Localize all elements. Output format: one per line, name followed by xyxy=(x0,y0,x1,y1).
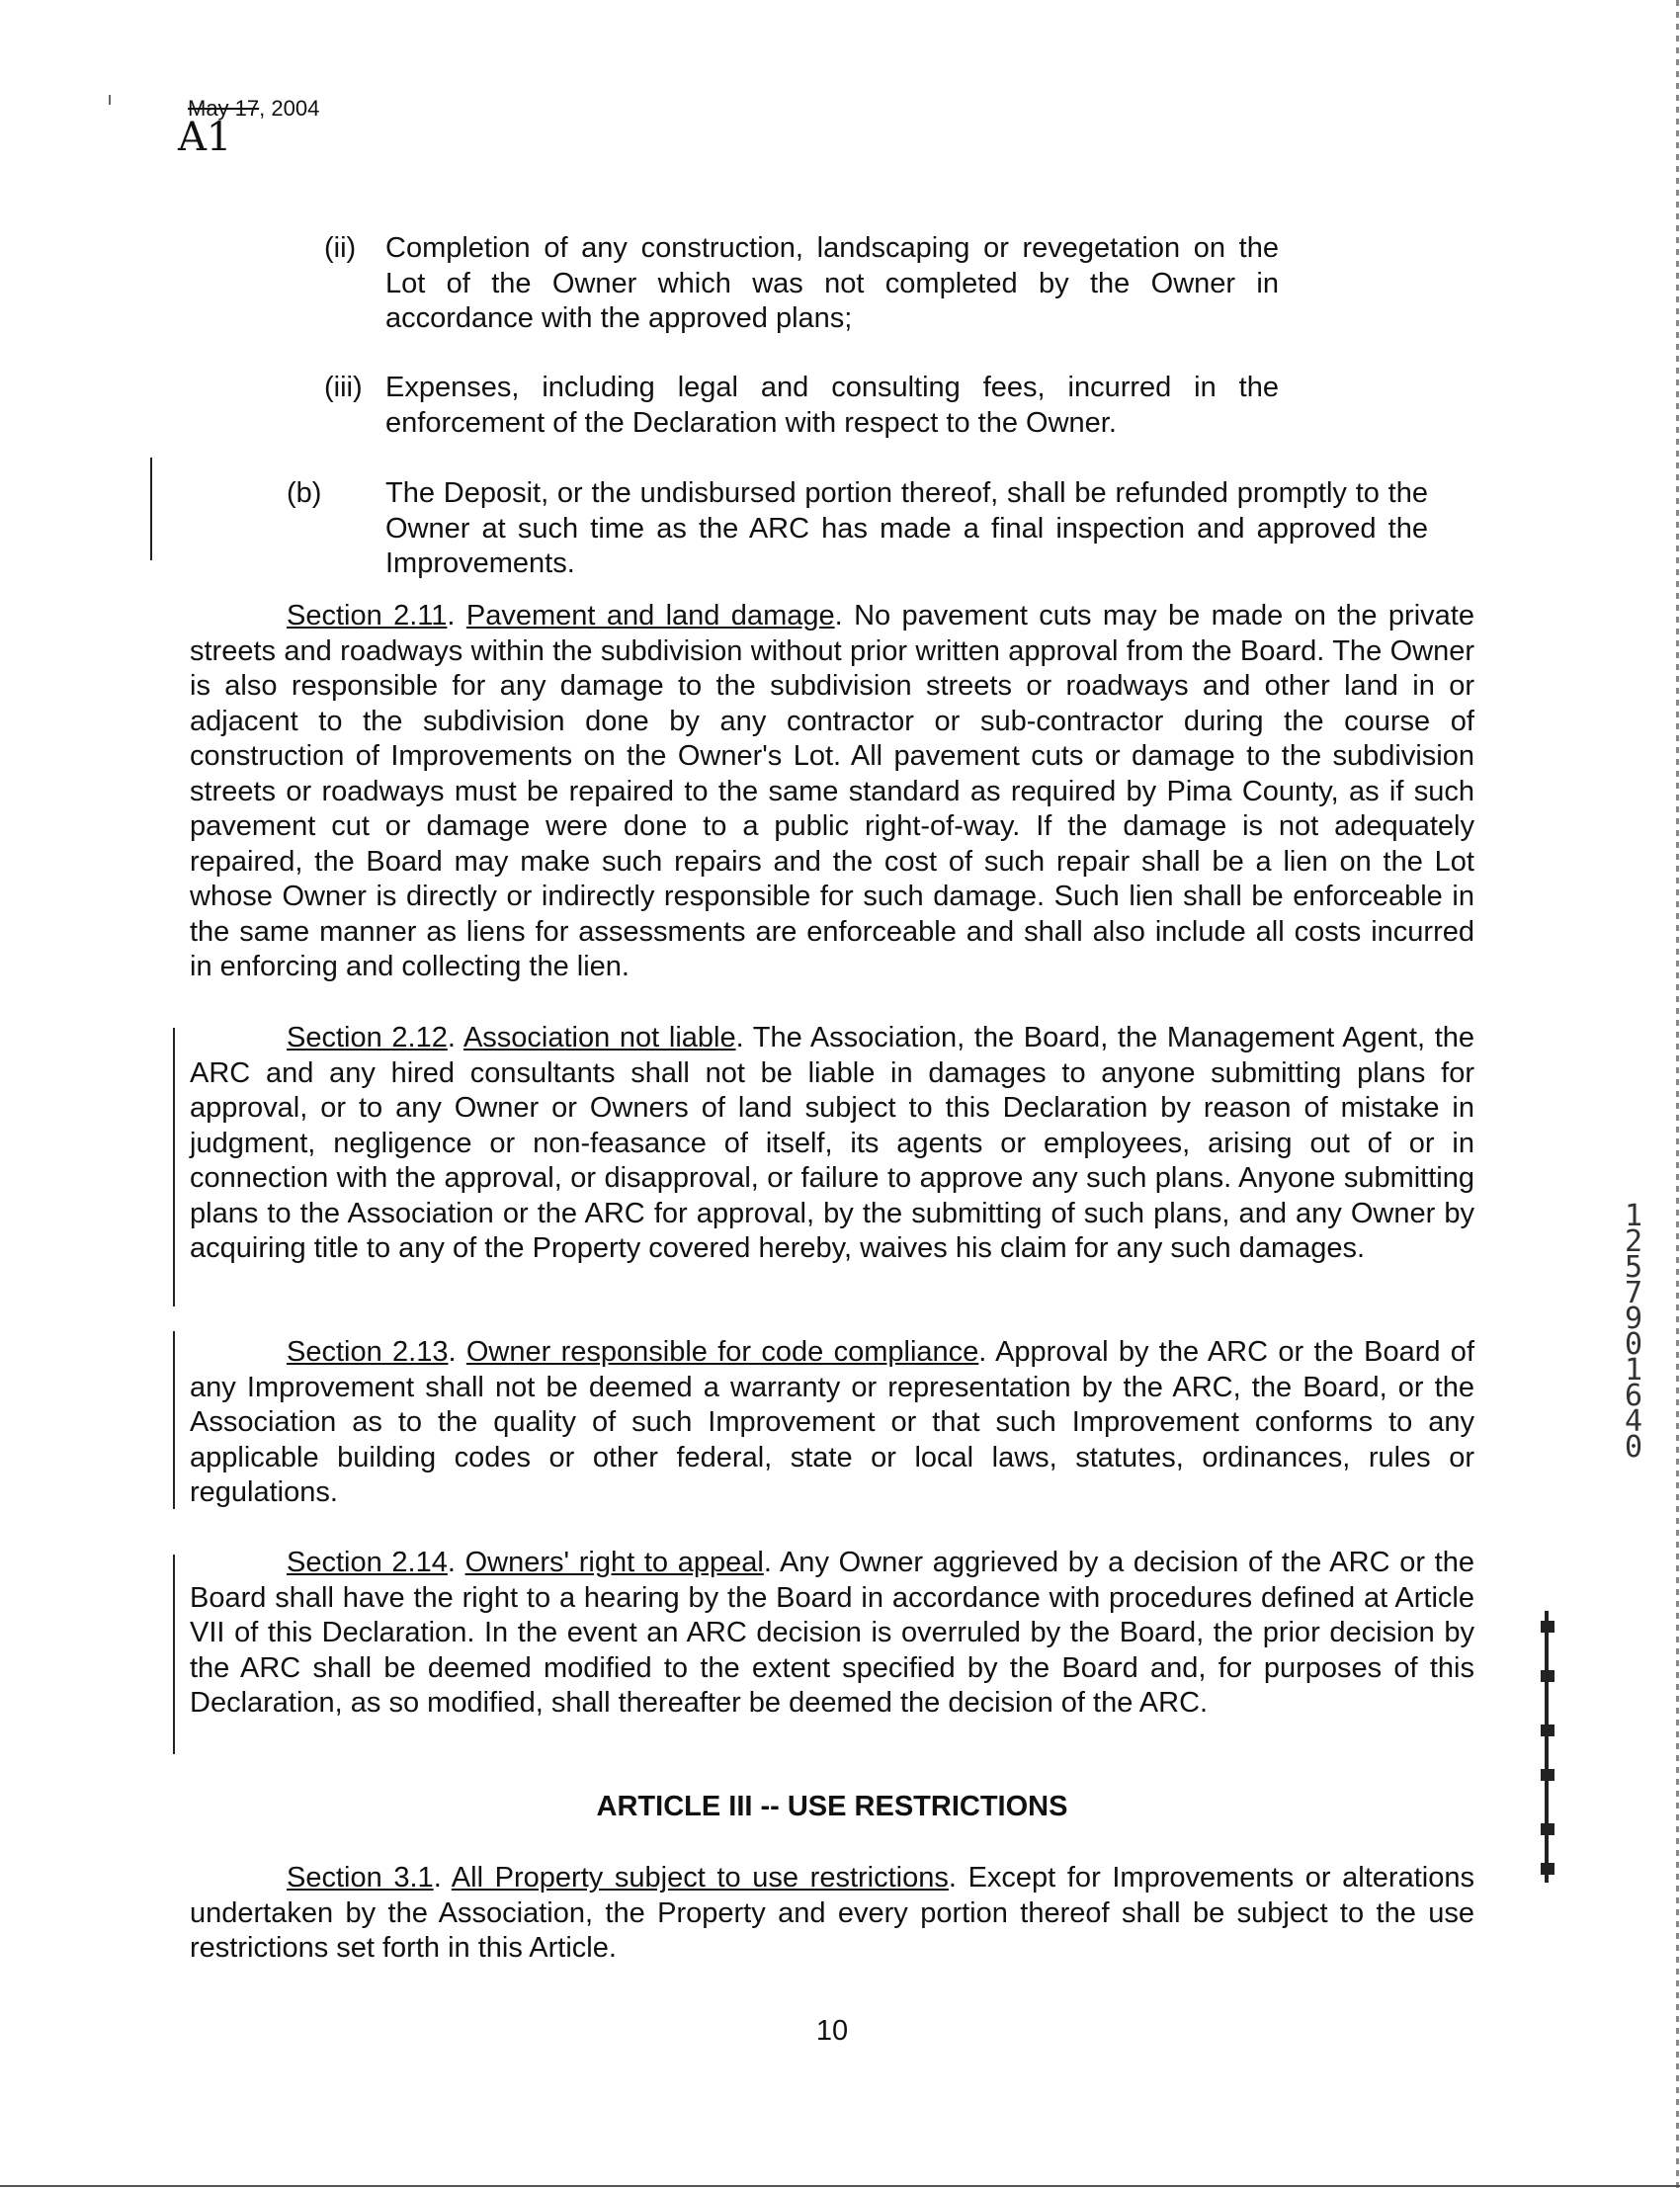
recording-number xyxy=(1619,1199,1648,1465)
scan-stamp xyxy=(1545,1611,1560,1883)
list-item-label: (b) xyxy=(287,477,322,509)
section-number: Section 3.1 xyxy=(287,1862,434,1893)
revision-bar xyxy=(173,1331,175,1509)
revision-bar xyxy=(173,1028,175,1306)
page-number: 10 xyxy=(815,2015,849,2047)
scan-stamp-mark xyxy=(1541,1725,1554,1736)
list-item-text: Completion of any construction, landscaping or revegetation on the Lot of the Owner which was not completed by the Owner in accordance with the approved plans; xyxy=(385,232,1279,334)
section-text: Approval by the ARC or the Board of any Improvement shall not be deemed a warranty or representation by the ARC, the Board, or the Association as to the quality of such Improvement or that such Improvement conforms to any applicable building codes or other federal, state or local laws, statutes, ordinances, rules or regulations. xyxy=(190,1336,1474,1508)
section-title: Association not liable xyxy=(462,1022,736,1053)
scan-edge xyxy=(1676,0,1679,2188)
list-item-text: The Deposit, or the undisbursed portion thereof, shall be refunded promptly to the Owner at such time as the ARC has made a final inspection and approved the Improvements. xyxy=(385,477,1428,579)
revision-bar xyxy=(150,458,152,560)
list-item xyxy=(287,476,1428,585)
section-paragraph: Section 2.13. Owner responsible for code compliance. Approval by the ARC or the Board of any Improvement shall not be deemed a warranty or representation by the ARC, the Board, or the Association as to the quality of such Improvement or that such Improvement conforms to any applicable building codes or other federal, state or local laws, statutes, ordinances, rules or regulations. xyxy=(190,1336,1474,1508)
scan-stamp-mark xyxy=(1541,1621,1554,1633)
date-year: , 2004 xyxy=(259,96,320,121)
revision-bar xyxy=(173,1555,175,1754)
section-title: Owners' right to appeal xyxy=(464,1547,764,1578)
list-item xyxy=(324,371,1279,444)
list-item xyxy=(324,231,1279,340)
list-item-label: (iii) xyxy=(324,372,363,403)
article-heading: ARTICLE III -- USE RESTRICTIONS xyxy=(596,1791,1068,1822)
scan-stamp-mark xyxy=(1541,1670,1554,1682)
section-title: All Property subject to use restrictions xyxy=(451,1862,949,1893)
scan-speck xyxy=(109,95,111,105)
section-paragraph: Section 2.12. Association not liable. The Association, the Board, the Management Agent, the ARC and any hired consultants shall not be liable in damages to anyone submitting plans for approval, or to any Owner or Owners of land subject to this Declaration by reason of mistake in judgment, negligence or non-feasance of itself, its agents or employees, arising out of or in connection with the approval, or disapproval, or failure to approve any such plans. Anyone submitting plans to the Association or the ARC for approval, by the submitting of such plans, and any Owner by acquiring title to any of the Property covered hereby, waives his claim for any such damages. xyxy=(190,1022,1475,1264)
section-paragraph: Section 2.14. Owners' right to appeal. Any Owner aggrieved by a decision of the ARC or the Board shall have the right to a hearing by the Board in accordance with procedures defined at Article VII of this Declaration. In the event an ARC decision is overruled by the Board, the prior decision by the ARC shall be deemed modified to the extent specified by the Board and, for purposes of this Declaration, as so modified, shall thereafter be deemed the decision of the ARC. xyxy=(190,1547,1474,1719)
section-number: Section 2.14 xyxy=(287,1547,448,1578)
list-item-label: (ii) xyxy=(324,232,357,264)
section-number: Section 2.12 xyxy=(287,1022,448,1053)
section-text: Except for Improvements or alterations undertaken by the Association, the Property and every portion thereof shall be subject to the use restrictions set forth in this Article. xyxy=(190,1862,1474,1964)
section-title: Owner responsible for code compliance xyxy=(465,1336,979,1368)
section-paragraph: Section 3.1. All Property subject to use restrictions. Except for Improvements or alterations undertaken by the Association, the Property and every portion thereof shall be subject to the use restrictions set forth in this Article. xyxy=(190,1862,1474,1964)
scan-stamp-mark xyxy=(1541,1823,1554,1835)
scan-stamp-mark xyxy=(1541,1769,1554,1781)
section-number: Section 2.13 xyxy=(287,1336,449,1368)
section-number: Section 2.11 xyxy=(287,600,448,631)
recording-number-text: 12579 01640 xyxy=(1624,1199,1643,1465)
section-text: No pavement cuts may be made on the private streets and roadways within the subdivision without prior written approval from the Board. The Owner is also responsible for any damage to the subdivision streets or roadways and other land in or adjacent to the subdivision done by any contractor or sub-contractor during the course of construction of Improvements on the Owner's Lot. All pavement cuts or damage to the subdivision streets or roadways must be repaired to the same standard as required by Pima County, as if such pavement cut or damage were done to a public right-of-way. If the damage is not adequately repaired, the Board may make such repairs and the cost of such repair shall be a lien on the Lot whose Owner is directly or indirectly responsible for such damage. Such lien shall be enforceable in the same manner as liens for assessments are enforceable and shall also include all costs incurred in enforcing and collecting the lien. xyxy=(190,600,1474,982)
list-item-text: Expenses, including legal and consulting fees, incurred in the enforcement of the Declaration with respect to the Owner. xyxy=(385,372,1279,439)
struck-date: May 17 xyxy=(188,96,260,121)
section-text: The Association, the Board, the Management Agent, the ARC and any hired consultants shall not be liable in damages to anyone submitting plans for approval, or to any Owner or Owners of land subject to this Declaration by reason of mistake in judgment, negligence or non-feasance of itself, its agents or employees, arising out of or in connection with the approval, or disapproval, or failure to approve any such plans. Anyone submitting plans to the Association or the ARC for approval, by the submitting of such plans, and any Owner by acquiring title to any of the Property covered hereby, waives his claim for any such damages. xyxy=(190,1022,1475,1264)
section-text: Any Owner aggrieved by a decision of the ARC or the Board shall have the right to a hearing by the Board in accordance with procedures defined at Article VII of this Declaration. In the event an ARC decision is overruled by the Board, the prior decision by the ARC shall be deemed modified to the extent specified by the Board and, for purposes of this Declaration, as so modified, shall thereafter be deemed the decision of the ARC. xyxy=(190,1547,1474,1719)
section-paragraph: Section 2.11. Pavement and land damage. No pavement cuts may be made on the private streets and roadways within the subdivision without prior written approval from the Board. The Owner is also responsible for any damage to the subdivision streets or roadways and other land in or adjacent to the subdivision done by any contractor or sub-contractor during the course of construction of Improvements on the Owner's Lot. All pavement cuts or damage to the subdivision streets or roadways must be repaired to the same standard as required by Pima County, as if such pavement cut or damage were done to a public right-of-way. If the damage is not adequately repaired, the Board may make such repairs and the cost of such repair shall be a lien on the Lot whose Owner is directly or indirectly responsible for such damage. Such lien shall be enforceable in the same manner as liens for assessments are enforceable and shall also include all costs incurred in enforcing and collecting the lien. xyxy=(190,600,1474,982)
scan-bottom-edge xyxy=(0,2185,1680,2187)
section-title: Pavement and land damage xyxy=(465,600,835,631)
handwritten-annotation: A1 xyxy=(178,115,232,160)
scan-stamp-mark xyxy=(1541,1863,1554,1875)
